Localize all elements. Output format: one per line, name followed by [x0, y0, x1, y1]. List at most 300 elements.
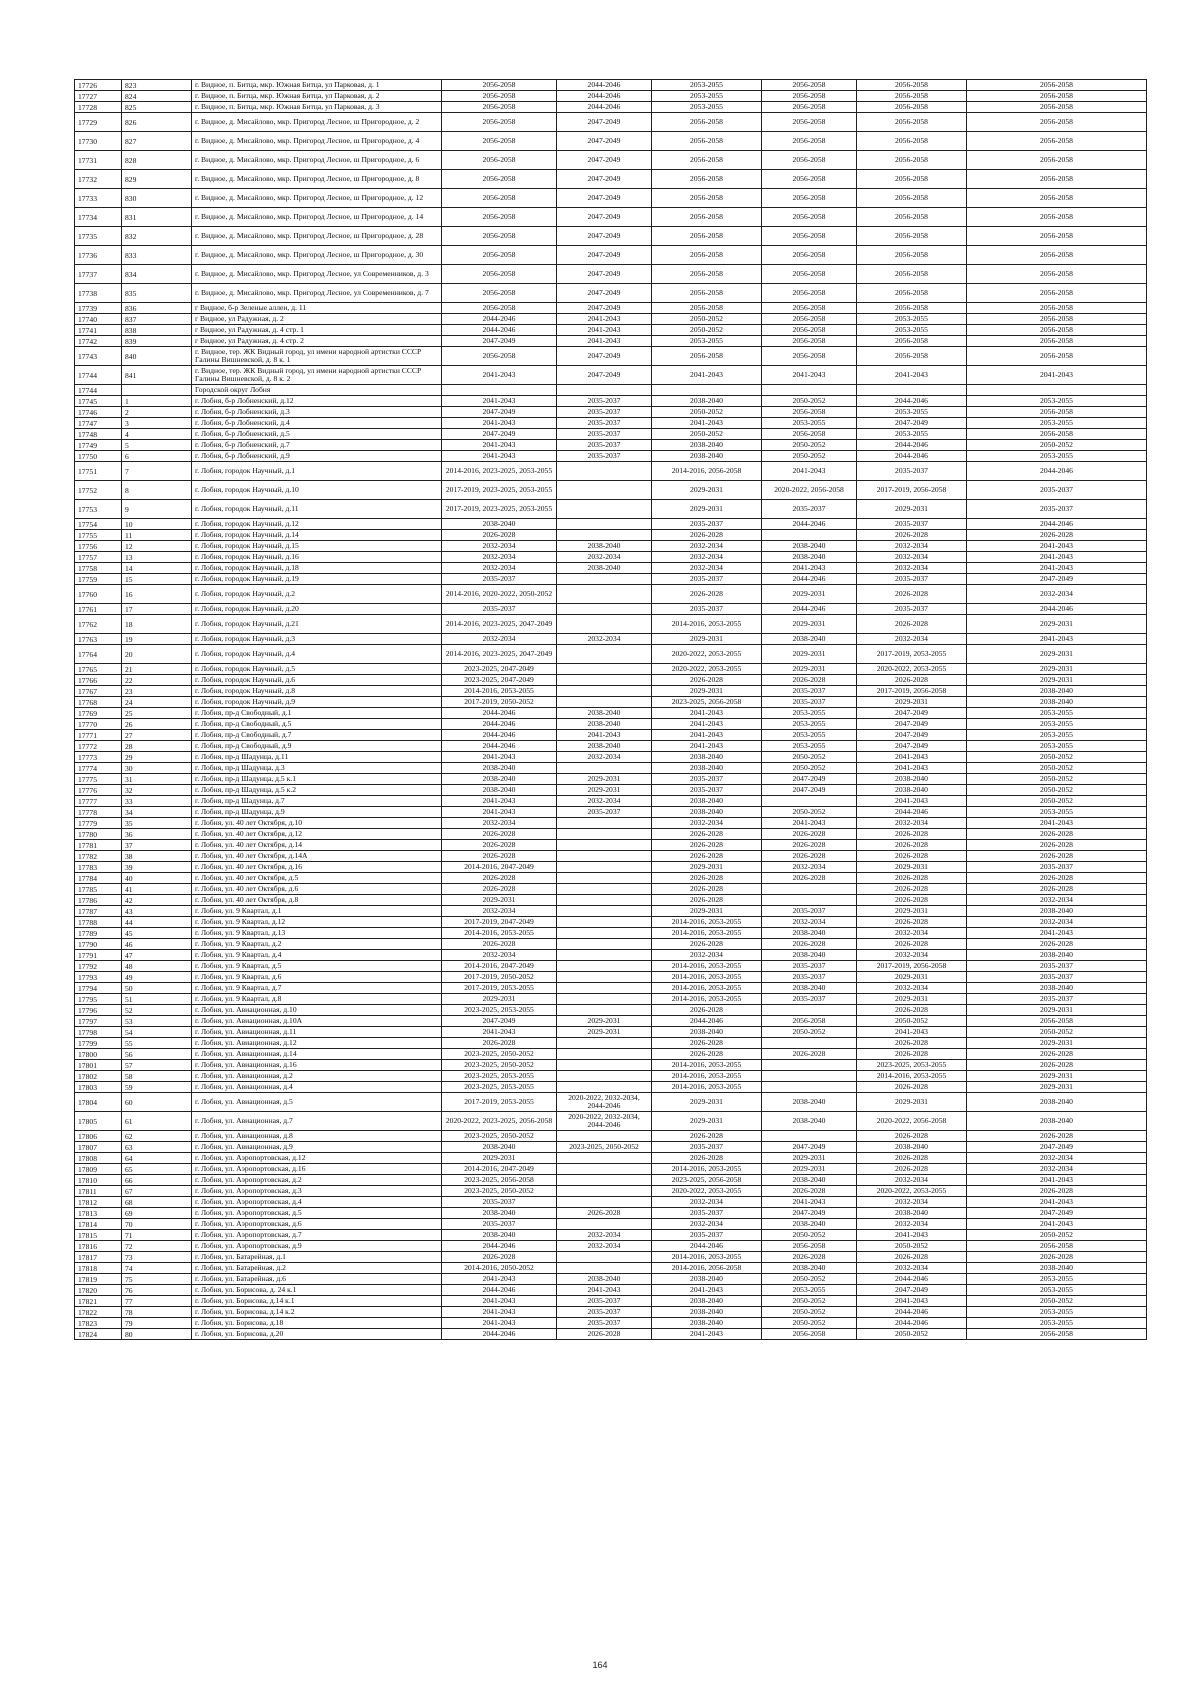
cell-period-d: 2056-2058 [762, 1241, 857, 1252]
cell-row-number: 17794 [75, 983, 122, 994]
cell-period-e: 2041-2043 [857, 1296, 967, 1307]
cell-period-b: 2032-2034 [557, 752, 652, 763]
cell-period-d: 2050-2052 [762, 763, 857, 774]
cell-period-e: 2026-2028 [857, 1005, 967, 1016]
cell-period-a: 2023-2025, 2050-2052 [442, 1049, 557, 1060]
cell-period-b [557, 1175, 652, 1186]
cell-period-a: 2044-2046 [442, 730, 557, 741]
cell-item-number: 837 [122, 314, 192, 325]
cell-row-number: 17762 [75, 615, 122, 634]
cell-period-f: 2050-2052 [967, 1230, 1147, 1241]
cell-period-e: 2026-2028 [857, 1049, 967, 1060]
cell-period-e: 2023-2025, 2053-2055 [857, 1060, 967, 1071]
cell-row-number: 17815 [75, 1230, 122, 1241]
cell-period-a: 2056-2058 [442, 246, 557, 265]
cell-period-d: 2053-2055 [762, 741, 857, 752]
cell-period-b [557, 385, 652, 396]
cell-period-b [557, 851, 652, 862]
cell-period-a: 2026-2028 [442, 840, 557, 851]
cell-period-e: 2044-2046 [857, 1307, 967, 1318]
cell-row-number: 17773 [75, 752, 122, 763]
cell-address: г. Лобня, ул. 9 Квартал, д.13 [192, 928, 442, 939]
cell-period-c: 2035-2037 [652, 604, 762, 615]
cell-row-number: 17764 [75, 645, 122, 664]
cell-period-b [557, 1071, 652, 1082]
cell-period-a: 2020-2022, 2023-2025, 2056-2058 [442, 1112, 557, 1131]
cell-row-number: 17793 [75, 972, 122, 983]
cell-period-e: 2026-2028 [857, 1131, 967, 1142]
cell-address: г. Лобня, городок Научный, д.4 [192, 645, 442, 664]
cell-period-e: 2047-2049 [857, 418, 967, 429]
cell-period-f: 2026-2028 [967, 1049, 1147, 1060]
cell-period-d: 2056-2058 [762, 189, 857, 208]
cell-period-d: 2026-2028 [762, 851, 857, 862]
cell-period-f: 2053-2055 [967, 418, 1147, 429]
cell-address: г. Лобня, городок Научный, д.5 [192, 664, 442, 675]
table-row [75, 1318, 1147, 1329]
cell-period-d: 2050-2052 [762, 1307, 857, 1318]
cell-period-f: 2029-2031 [967, 645, 1147, 664]
cell-period-e: 2047-2049 [857, 741, 967, 752]
cell-row-number: 17783 [75, 862, 122, 873]
cell-address: г. Видное, д. Мисайлово, мкр. Пригород Лесное, ул Современников, д. 3 [192, 265, 442, 284]
cell-period-b: 2041-2043 [557, 336, 652, 347]
cell-period-d: 2047-2049 [762, 1142, 857, 1153]
table-row [75, 604, 1147, 615]
cell-period-a: 2023-2025, 2050-2052 [442, 1186, 557, 1197]
cell-period-b: 2038-2040 [557, 708, 652, 719]
cell-period-a: 2056-2058 [442, 227, 557, 246]
table-row [75, 851, 1147, 862]
cell-item-number: 36 [122, 829, 192, 840]
cell-period-a: 2026-2028 [442, 873, 557, 884]
cell-item-number: 7 [122, 462, 192, 481]
cell-period-c: 2026-2028 [652, 675, 762, 686]
table-row [75, 132, 1147, 151]
cell-period-d: 2041-2043 [762, 1197, 857, 1208]
table-row [75, 366, 1147, 385]
cell-period-e: 2056-2058 [857, 91, 967, 102]
cell-period-e: 2047-2049 [857, 1285, 967, 1296]
cell-address: г. Видное, тер. ЖК Видный город, ул имени народной артистки СССР Галины Вишневской, д. 8 к. 2 [192, 366, 442, 385]
cell-period-c: 2032-2034 [652, 818, 762, 829]
cell-period-c: 2044-2046 [652, 1241, 762, 1252]
cell-period-b [557, 994, 652, 1005]
table-row [75, 500, 1147, 519]
cell-period-c: 2041-2043 [652, 1329, 762, 1340]
cell-item-number: 62 [122, 1131, 192, 1142]
cell-period-a: 2047-2049 [442, 1016, 557, 1027]
cell-row-number: 17738 [75, 284, 122, 303]
cell-row-number: 17749 [75, 440, 122, 451]
cell-period-f: 2056-2058 [967, 347, 1147, 366]
table-row [75, 763, 1147, 774]
table-row [75, 1263, 1147, 1274]
cell-period-d [762, 1131, 857, 1142]
cell-address: г. Лобня, городок Научный, д.21 [192, 615, 442, 634]
cell-period-c: 2023-2025, 2056-2058 [652, 697, 762, 708]
cell-row-number: 17775 [75, 774, 122, 785]
cell-item-number: 3 [122, 418, 192, 429]
cell-period-a [442, 385, 557, 396]
cell-period-d: 2026-2028 [762, 829, 857, 840]
cell-row-number: 17818 [75, 1263, 122, 1274]
cell-period-f: 2041-2043 [967, 1197, 1147, 1208]
cell-address: г. Лобня, городок Научный, д.11 [192, 500, 442, 519]
cell-address: г. Лобня, ул. Батарейная, д.6 [192, 1274, 442, 1285]
cell-period-b [557, 1082, 652, 1093]
cell-period-d: 2050-2052 [762, 451, 857, 462]
cell-address: г. Лобня, ул. 9 Квартал, д.12 [192, 917, 442, 928]
cell-period-b: 2044-2046 [557, 91, 652, 102]
cell-period-c: 2032-2034 [652, 1197, 762, 1208]
cell-period-a: 2014-2016, 2053-2055 [442, 686, 557, 697]
cell-period-a: 2026-2028 [442, 829, 557, 840]
cell-period-c: 2014-2016, 2053-2055 [652, 961, 762, 972]
cell-period-e: 2026-2028 [857, 829, 967, 840]
cell-address: г. Лобня, ул. 9 Квартал, д.4 [192, 950, 442, 961]
cell-period-b: 2032-2034 [557, 1241, 652, 1252]
cell-period-b [557, 873, 652, 884]
cell-address: г Видное, ул Радужная, д. 2 [192, 314, 442, 325]
cell-period-f: 2053-2055 [967, 1318, 1147, 1329]
cell-period-c: 2014-2016, 2053-2055 [652, 917, 762, 928]
cell-item-number: 838 [122, 325, 192, 336]
cell-row-number: 17782 [75, 851, 122, 862]
cell-period-a: 2047-2049 [442, 429, 557, 440]
cell-item-number: 49 [122, 972, 192, 983]
cell-address: г. Лобня, ул. Аэропортовская, д.4 [192, 1197, 442, 1208]
cell-period-c: 2038-2040 [652, 1027, 762, 1038]
cell-address: г. Лобня, ул. Авиационная, д.5 [192, 1093, 442, 1112]
cell-address: г. Видное, д. Мисайлово, мкр. Пригород Лесное, ул Современников, д. 7 [192, 284, 442, 303]
table-row [75, 519, 1147, 530]
cell-period-a: 2026-2028 [442, 1038, 557, 1049]
cell-address: г. Лобня, городок Научный, д.8 [192, 686, 442, 697]
cell-period-d: 2056-2058 [762, 132, 857, 151]
cell-period-a: 2023-2025, 2047-2049 [442, 664, 557, 675]
cell-period-e: 2026-2028 [857, 851, 967, 862]
cell-period-e: 2026-2028 [857, 615, 967, 634]
cell-period-e: 2056-2058 [857, 80, 967, 91]
table-row [75, 347, 1147, 366]
cell-period-c: 2053-2055 [652, 91, 762, 102]
cell-period-e: 2053-2055 [857, 325, 967, 336]
table-row [75, 429, 1147, 440]
cell-period-f: 2029-2031 [967, 1038, 1147, 1049]
table-row [75, 208, 1147, 227]
cell-period-b: 2038-2040 [557, 741, 652, 752]
table-row [75, 1274, 1147, 1285]
cell-item-number: 37 [122, 840, 192, 851]
cell-address: г. Лобня, пр-д Свободный, д.5 [192, 719, 442, 730]
cell-address: г. Лобня, ул. Аэропортовская, д.16 [192, 1164, 442, 1175]
cell-item-number: 60 [122, 1093, 192, 1112]
cell-row-number: 17786 [75, 895, 122, 906]
cell-period-b: 2044-2046 [557, 102, 652, 113]
cell-item-number: 69 [122, 1208, 192, 1219]
cell-item-number: 39 [122, 862, 192, 873]
cell-period-f: 2053-2055 [967, 741, 1147, 752]
cell-item-number: 61 [122, 1112, 192, 1131]
cell-item-number: 31 [122, 774, 192, 785]
cell-item-number: 13 [122, 552, 192, 563]
cell-period-c: 2038-2040 [652, 1318, 762, 1329]
cell-period-e: 2032-2034 [857, 928, 967, 939]
cell-period-d: 2050-2052 [762, 440, 857, 451]
cell-period-c: 2041-2043 [652, 730, 762, 741]
cell-period-e: 2056-2058 [857, 336, 967, 347]
cell-period-d: 2038-2040 [762, 983, 857, 994]
cell-period-d: 2047-2049 [762, 774, 857, 785]
cell-period-f: 2056-2058 [967, 208, 1147, 227]
cell-period-a: 2017-2019, 2053-2055 [442, 1093, 557, 1112]
cell-period-d: 2047-2049 [762, 1208, 857, 1219]
cell-address: г. Лобня, пр-д Свободный, д.9 [192, 741, 442, 752]
cell-period-a: 2026-2028 [442, 1252, 557, 1263]
cell-period-a: 2029-2031 [442, 895, 557, 906]
cell-period-c: 2014-2016, 2053-2055 [652, 1164, 762, 1175]
table-row [75, 1241, 1147, 1252]
cell-address: г. Лобня, ул. Авиационная, д.16 [192, 1060, 442, 1071]
cell-address: Городской округ Лобня [192, 385, 442, 396]
cell-row-number: 17808 [75, 1153, 122, 1164]
cell-item-number: 80 [122, 1329, 192, 1340]
table-row [75, 1038, 1147, 1049]
cell-period-a: 2041-2043 [442, 796, 557, 807]
cell-address: г. Лобня, ул. Авиационная, д.12 [192, 1038, 442, 1049]
table-row [75, 1296, 1147, 1307]
cell-period-f: 2050-2052 [967, 785, 1147, 796]
table-row [75, 1307, 1147, 1318]
cell-period-e: 2026-2028 [857, 873, 967, 884]
cell-period-d: 2056-2058 [762, 265, 857, 284]
cell-row-number: 17739 [75, 303, 122, 314]
table-row [75, 972, 1147, 983]
cell-period-c [652, 385, 762, 396]
cell-period-e: 2026-2028 [857, 1082, 967, 1093]
cell-period-a: 2026-2028 [442, 530, 557, 541]
cell-row-number: 17757 [75, 552, 122, 563]
cell-period-f: 2038-2040 [967, 906, 1147, 917]
cell-item-number: 19 [122, 634, 192, 645]
cell-row-number: 17806 [75, 1131, 122, 1142]
cell-period-a: 2041-2043 [442, 1274, 557, 1285]
cell-period-e: 2032-2034 [857, 983, 967, 994]
cell-address: г Видное, б-р Зеленые аллеи, д. 11 [192, 303, 442, 314]
cell-period-a: 2038-2040 [442, 1142, 557, 1153]
cell-period-d: 2035-2037 [762, 686, 857, 697]
cell-item-number: 841 [122, 366, 192, 385]
cell-period-a: 2026-2028 [442, 884, 557, 895]
cell-item-number: 16 [122, 585, 192, 604]
cell-row-number: 17814 [75, 1219, 122, 1230]
table-row [75, 862, 1147, 873]
cell-address: г. Лобня, ул. 40 лет Октября, д.6 [192, 884, 442, 895]
cell-period-d: 2038-2040 [762, 1112, 857, 1131]
cell-period-b: 2038-2040 [557, 563, 652, 574]
cell-period-e: 2056-2058 [857, 265, 967, 284]
cell-period-d: 2050-2052 [762, 752, 857, 763]
table-row [75, 440, 1147, 451]
cell-address: г. Лобня, городок Научный, д.10 [192, 481, 442, 500]
cell-period-a: 2041-2043 [442, 807, 557, 818]
cell-period-e: 2038-2040 [857, 774, 967, 785]
cell-period-e: 2017-2019, 2053-2055 [857, 645, 967, 664]
table-row [75, 634, 1147, 645]
cell-period-f: 2029-2031 [967, 1005, 1147, 1016]
cell-period-f: 2041-2043 [967, 552, 1147, 563]
cell-period-c: 2041-2043 [652, 741, 762, 752]
cell-period-b [557, 686, 652, 697]
cell-period-d: 2029-2031 [762, 585, 857, 604]
cell-address: г. Лобня, ул. 40 лет Октября, д.8 [192, 895, 442, 906]
cell-address: г. Лобня, пр-д Шадунца, д.5 к.1 [192, 774, 442, 785]
cell-address: г. Лобня, ул. Борисова, д. 24 к.1 [192, 1285, 442, 1296]
table-row [75, 303, 1147, 314]
cell-item-number: 43 [122, 906, 192, 917]
cell-address: г. Лобня, ул. 40 лет Октября, д.16 [192, 862, 442, 873]
cell-period-f: 2050-2052 [967, 774, 1147, 785]
cell-row-number: 17792 [75, 961, 122, 972]
cell-period-c: 2026-2028 [652, 840, 762, 851]
cell-period-c: 2038-2040 [652, 752, 762, 763]
table-row [75, 246, 1147, 265]
cell-address: г. Лобня, ул. Аэропортовская, д.5 [192, 1208, 442, 1219]
cell-period-c: 2056-2058 [652, 347, 762, 366]
cell-period-c: 2038-2040 [652, 1296, 762, 1307]
cell-period-a: 2047-2049 [442, 407, 557, 418]
table-row [75, 818, 1147, 829]
cell-period-c: 2056-2058 [652, 303, 762, 314]
cell-period-d: 2020-2022, 2056-2058 [762, 481, 857, 500]
cell-period-b: 2041-2043 [557, 1285, 652, 1296]
cell-period-d [762, 796, 857, 807]
cell-period-e: 2017-2019, 2056-2058 [857, 686, 967, 697]
cell-period-d: 2056-2058 [762, 303, 857, 314]
cell-item-number: 78 [122, 1307, 192, 1318]
cell-period-b: 2026-2028 [557, 1329, 652, 1340]
cell-period-b [557, 1186, 652, 1197]
cell-period-b [557, 1263, 652, 1274]
table-row [75, 541, 1147, 552]
table-row [75, 462, 1147, 481]
cell-period-d: 2050-2052 [762, 1274, 857, 1285]
cell-item-number: 75 [122, 1274, 192, 1285]
cell-item-number: 839 [122, 336, 192, 347]
cell-period-d: 2056-2058 [762, 325, 857, 336]
cell-period-f: 2029-2031 [967, 615, 1147, 634]
cell-period-b [557, 950, 652, 961]
cell-address: г. Лобня, б-р Лобненский, д.3 [192, 407, 442, 418]
cell-item-number: 50 [122, 983, 192, 994]
cell-period-d: 2038-2040 [762, 1263, 857, 1274]
cell-period-e: 2047-2049 [857, 708, 967, 719]
cell-item-number: 23 [122, 686, 192, 697]
cell-address: г. Видное, д. Мисайлово, мкр. Пригород Лесное, ш Пригородное, д. 4 [192, 132, 442, 151]
table-row [75, 645, 1147, 664]
cell-period-c: 2029-2031 [652, 500, 762, 519]
cell-period-b: 2047-2049 [557, 284, 652, 303]
cell-period-f: 2038-2040 [967, 697, 1147, 708]
cell-address: г. Лобня, пр-д Свободный, д.7 [192, 730, 442, 741]
cell-period-e: 2032-2034 [857, 1263, 967, 1274]
cell-period-f: 2044-2046 [967, 519, 1147, 530]
cell-period-e: 2032-2034 [857, 552, 967, 563]
table-row [75, 1285, 1147, 1296]
cell-period-c: 2056-2058 [652, 113, 762, 132]
cell-row-number: 17802 [75, 1071, 122, 1082]
cell-period-f: 2026-2028 [967, 851, 1147, 862]
cell-period-f: 2047-2049 [967, 1142, 1147, 1153]
cell-period-a: 2056-2058 [442, 102, 557, 113]
cell-row-number: 17753 [75, 500, 122, 519]
cell-period-a: 2017-2019, 2050-2052 [442, 697, 557, 708]
cell-period-f: 2026-2028 [967, 1252, 1147, 1263]
cell-period-a: 2056-2058 [442, 265, 557, 284]
cell-row-number: 17804 [75, 1093, 122, 1112]
cell-row-number: 17812 [75, 1197, 122, 1208]
cell-address: г. Лобня, пр-д Шадунца, д.11 [192, 752, 442, 763]
cell-period-a: 2023-2025, 2053-2055 [442, 1082, 557, 1093]
cell-period-e: 2056-2058 [857, 170, 967, 189]
cell-period-c: 2032-2034 [652, 541, 762, 552]
cell-period-d: 2056-2058 [762, 91, 857, 102]
cell-period-b [557, 462, 652, 481]
cell-period-a: 2056-2058 [442, 347, 557, 366]
cell-period-e: 2056-2058 [857, 132, 967, 151]
cell-period-f: 2032-2034 [967, 895, 1147, 906]
table-row [75, 1082, 1147, 1093]
cell-period-f: 2035-2037 [967, 972, 1147, 983]
cell-period-c: 2014-2016, 2053-2055 [652, 1252, 762, 1263]
cell-period-a: 2044-2046 [442, 741, 557, 752]
cell-period-e: 2056-2058 [857, 189, 967, 208]
cell-period-b: 2032-2034 [557, 634, 652, 645]
cell-period-d: 2056-2058 [762, 1016, 857, 1027]
cell-period-c: 2014-2016, 2053-2055 [652, 994, 762, 1005]
cell-period-b: 2038-2040 [557, 719, 652, 730]
cell-row-number: 17760 [75, 585, 122, 604]
cell-period-d: 2038-2040 [762, 1219, 857, 1230]
cell-address: г. Лобня, городок Научный, д.9 [192, 697, 442, 708]
table-row [75, 385, 1147, 396]
cell-period-d: 2044-2046 [762, 604, 857, 615]
cell-address: г. Лобня, ул. 40 лет Октября, д.12 [192, 829, 442, 840]
cell-period-d: 2038-2040 [762, 541, 857, 552]
cell-period-c: 2032-2034 [652, 1219, 762, 1230]
table-row [75, 664, 1147, 675]
cell-row-number: 17807 [75, 1142, 122, 1153]
cell-period-a: 2056-2058 [442, 303, 557, 314]
cell-address: г. Видное, д. Мисайлово, мкр. Пригород Лесное, ш Пригородное, д. 28 [192, 227, 442, 246]
cell-period-d: 2029-2031 [762, 615, 857, 634]
cell-period-f: 2053-2055 [967, 1274, 1147, 1285]
cell-period-e: 2038-2040 [857, 785, 967, 796]
cell-period-a: 2017-2019, 2050-2052 [442, 972, 557, 983]
cell-row-number: 17791 [75, 950, 122, 961]
cell-address: г. Лобня, ул. 9 Квартал, д.2 [192, 939, 442, 950]
cell-period-b: 2035-2037 [557, 1318, 652, 1329]
cell-address: г. Лобня, ул. Аэропортовская, д.2 [192, 1175, 442, 1186]
cell-period-a: 2014-2016, 2020-2022, 2050-2052 [442, 585, 557, 604]
cell-period-c: 2056-2058 [652, 246, 762, 265]
cell-address: г. Лобня, б-р Лобненский, д.4 [192, 418, 442, 429]
cell-period-c: 2035-2037 [652, 574, 762, 585]
cell-period-e: 2050-2052 [857, 1016, 967, 1027]
cell-period-f: 2026-2028 [967, 530, 1147, 541]
cell-period-e: 2020-2022, 2053-2055 [857, 1186, 967, 1197]
